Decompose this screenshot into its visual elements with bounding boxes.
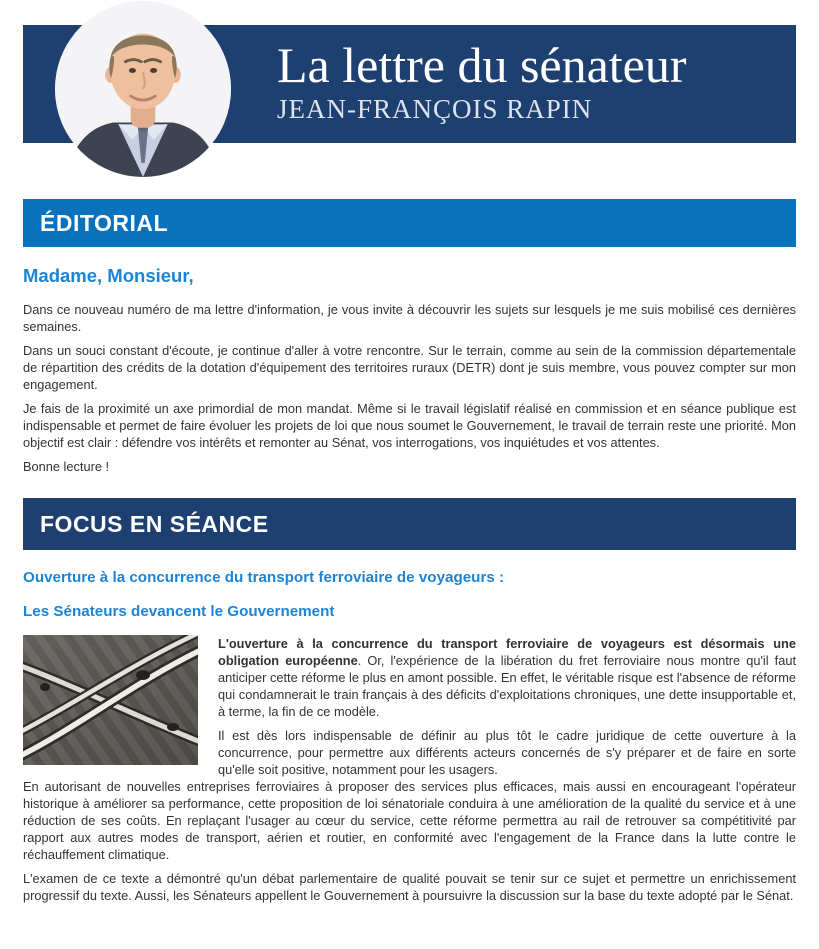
editorial-closing-line: Bonne lecture ! <box>23 459 110 474</box>
masthead-title-block <box>277 37 687 125</box>
focus-lead-rest-text: . Or, l'expérience de la libération du fret ferroviaire nous montre qu'il faut anticiper cette réforme le plus en amont possible. En effet, le véritable risque est l'absence de réforme qui condamnerait le train français à des déficits d'exploitations chroniques, une dette insupportable et, à terme, la fin de ce modèle. <box>218 653 797 719</box>
salutation-heading: Madame, Monsieur, <box>23 265 194 286</box>
editorial-paragraph: Je fais de la proximité un axe primordial de mon mandat. Même si le travail législatif réalisé en commission et en séance publique est indispensable et permet de faire évoluer les projets de loi que nous soumet le Gouvernement, le travail de terrain reste une priorité. Mon objectif est clair : défendre vos intérêts et remonter au Sénat, vos interrogations, vos inquiétudes et vos attentes. <box>23 401 796 450</box>
focus-lead-row <box>23 635 796 778</box>
newsletter-page <box>0 25 819 904</box>
editorial-paragraph: Dans un souci constant d'écoute, je continue d'aller à votre rencontre. Sur le terrain, comme au sein de la commission départementale de répartition des crédits de la dotation d'équipement des territoires ruraux (DETR) dont je suis membre, vous pouvez compter sur mon engagement. <box>23 343 796 392</box>
masthead <box>23 25 796 143</box>
newsletter-title: La lettre du sénateur <box>277 37 687 93</box>
railway-tracks-illustration <box>23 635 198 765</box>
focus-lead-bold-text: L'ouverture à la concurrence du transport ferroviaire de voyageurs est désormais une obligation européenne <box>218 636 796 668</box>
editorial-section <box>23 199 796 475</box>
focus-paragraph: L'examen de ce texte a démontré qu'un débat parlementaire de qualité pouvait se tenir sur ce sujet et permettre un enrichissement progressif du texte. Aussi, les Sénateurs appellent le Gouvernement à poursuivre la discussion sur la base du texte adopté par le Sénat. <box>23 871 796 903</box>
focus-paragraph: En autorisant de nouvelles entreprises ferroviaires à proposer des services plus efficaces, mais aussi en encourageant l'opérateur historique à améliorer sa performance, cette proposition de loi sénatoriale conduira à une amélioration de la qualité du service et à une réduction de ses coûts. En replaçant l'usager au cœur du service, cette réforme permettra au rail de retrouver sa compétitivité par rapport aux autres modes de transport, aérien et routier, en conformité avec l'engagement de la France dans la lutte contre le réchauffement climatique. <box>23 779 796 862</box>
senator-name: JEAN-FRANÇOIS RAPIN <box>277 94 593 124</box>
focus-heading-line1: Ouverture à la concurrence du transport ferroviaire de voyageurs : <box>23 569 505 586</box>
editorial-section-banner: ÉDITORIAL <box>23 199 796 247</box>
focus-section-banner: FOCUS EN SÉANCE <box>23 498 796 550</box>
senator-portrait-photo <box>55 1 231 177</box>
senator-portrait-illustration <box>55 1 231 177</box>
focus-paragraph-beside-image: Il est dès lors indispensable de définir au plus tôt le cadre juridique de cette ouverture à la concurrence, pour permettre aux différents acteurs concernés de s'y préparer et de faire en sorte qu'elle soit positive, notamment pour les usagers. <box>218 728 796 777</box>
focus-lead-paragraph <box>218 635 796 720</box>
editorial-paragraph: Dans ce nouveau numéro de ma lettre d'information, je vous invite à découvrir les sujets sur lesquels je me suis mobilisé ces dernières semaines. <box>23 302 796 334</box>
railway-tracks-image <box>23 635 198 765</box>
focus-lead-text-column <box>218 635 796 778</box>
focus-section <box>23 498 796 904</box>
focus-heading-line2: Les Sénateurs devancent le Gouvernement <box>23 603 335 620</box>
